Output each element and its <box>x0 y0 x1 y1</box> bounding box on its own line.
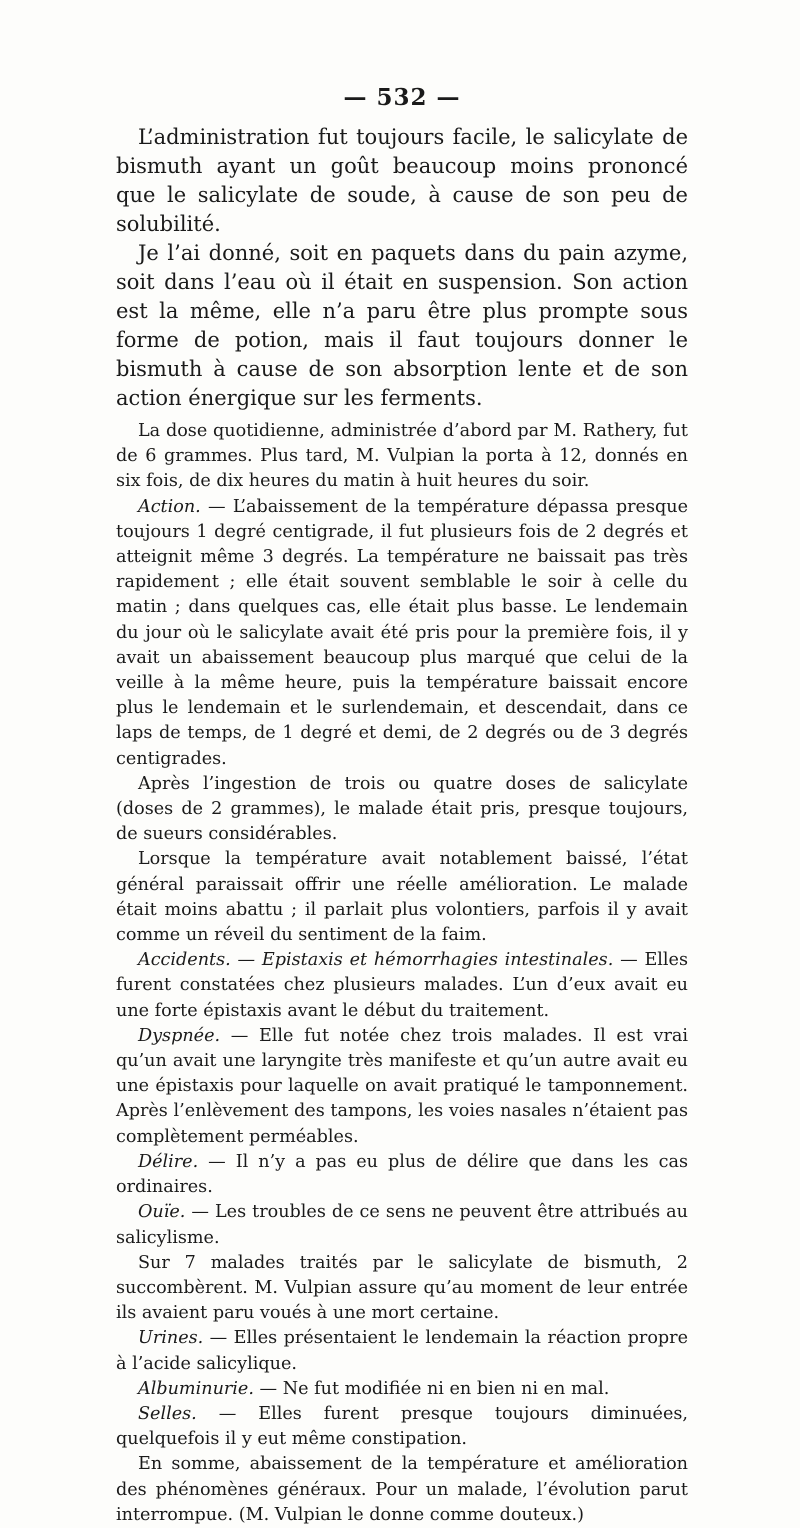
paragraph <box>116 948 688 1024</box>
paragraph-text: — Elles furent constatées chez plusieurs malades. L’un d’eux avait eu une forte épistaxis avant le début du traitement. <box>116 950 688 1021</box>
paragraph <box>116 1326 688 1376</box>
paragraph <box>116 772 688 848</box>
paragraph <box>116 123 688 239</box>
paragraph-heading: Action. <box>138 496 201 517</box>
paragraph-text: — Il n’y a pas eu plus de délire que dans les cas ordinaires. <box>116 1151 688 1198</box>
paragraph <box>116 239 688 413</box>
paragraph <box>116 1200 688 1250</box>
paragraph-text: La dose quotidienne, administrée d’abord par M. Rathery, fut de 6 grammes. Plus tard, M. Vulpian la porta à 12, donnés en six fois, de dix heures du matin à huit heures du soir. <box>116 421 688 492</box>
paragraph-text: En somme, abaissement de la température et amélioration des phénomènes généraux. Pour un malade, l’évolution parut interrompue. (M. Vulpian le donne comme douteux.) <box>116 1454 688 1525</box>
paragraph <box>116 1150 688 1200</box>
paragraph-heading: Urines. <box>138 1328 204 1349</box>
paragraph-text: — Les troubles de ce sens ne peuvent être attribués au salicylisme. <box>116 1202 688 1248</box>
paragraph-text: Sur 7 malades traités par le salicylate de bismuth, 2 succombèrent. M. Vulpian assure qu’au moment de leur entrée ils avaient paru voués à une mort certaine. <box>116 1252 688 1324</box>
paragraph-text: — L’abaissement de la température dépassa presque toujours 1 degré centigrade, il fut plusieurs fois de 2 degrés et atteignit même 3 degrés. La température ne baissait pas très rapidement ; elle était souvent semblable le soir à celle du matin ; dans quelques cas, elle était plus basse. Le lendemain du jour où le salicylate avait été pris pour la première fois, il y avait un abaissement beaucoup plus marqué que celui de la veille à la même heure, puis la température baissait encore plus le lendemain et le surlendemain, et descendait, dans ce laps de temps, de 1 degré et demi, de 2 degrés ou de 3 degrés centigrades. <box>116 496 688 769</box>
paragraph-text: — Ne fut modifiée ni en bien ni en mal. <box>253 1378 610 1399</box>
body-text <box>116 123 688 1528</box>
paragraph-heading: Selles. <box>138 1403 197 1424</box>
paragraph-text: — Elle fut notée chez trois malades. Il est vrai qu’un avait une laryngite très manifeste et qu’un autre avait eu une épistaxis pour laquelle on avait pratiqué le tamponnement. Après l’enlèvement des tampons, les voies nasales n’étaient pas complètement perméables. <box>116 1025 688 1147</box>
paragraph <box>116 1452 688 1528</box>
paragraph-heading: Délire. <box>138 1151 199 1172</box>
paragraph-heading: Albuminurie. <box>138 1378 254 1399</box>
page-number: — 532 — <box>343 84 461 111</box>
paragraph-heading: Ouïe. <box>138 1202 186 1223</box>
paragraph-text: Je l’ai donné, soit en paquets dans du pain azyme, soit dans l’eau où il était en suspension. Son action est la même, elle n’a paru être plus prompte sous forme de potion, mais il faut toujours donner le bismuth à cause de son absorption lente et de son action énergique sur les ferments. <box>116 241 688 410</box>
paragraph-text: Lorsque la température avait notablement baissé, l’état général paraissait offrir une réelle amélioration. Le malade était moins abattu ; il parlait plus volontiers, parfois il y avait comme un réveil du sentiment de la faim. <box>116 849 688 946</box>
paragraph-text: — Elles présentaient le lendemain la réaction propre à l’acide salicylique. <box>116 1328 688 1374</box>
paragraph-text: — Elles furent presque toujours diminuées, quelquefois il y eut même constipation. <box>116 1403 688 1450</box>
paragraph <box>116 1251 688 1327</box>
paragraph <box>116 1402 688 1452</box>
paragraph <box>116 1024 688 1150</box>
paragraph <box>116 847 688 948</box>
paragraph-heading: Dyspnée. <box>138 1025 221 1046</box>
paragraph <box>116 419 688 495</box>
paragraph <box>116 1377 688 1402</box>
paragraph-heading: Accidents. — Epistaxis et hémorrhagies intestinales. <box>138 950 614 971</box>
paragraph <box>116 495 688 772</box>
paragraph-text: Après l’ingestion de trois ou quatre doses de salicylate (doses de 2 grammes), le malade était pris, presque toujours, de sueurs considérables. <box>116 773 688 845</box>
paragraph-text: L’administration fut toujours facile, le salicylate de bismuth ayant un goût beaucoup moins prononcé que le salicylate de soude, à cause de son peu de solubilité. <box>116 125 688 236</box>
